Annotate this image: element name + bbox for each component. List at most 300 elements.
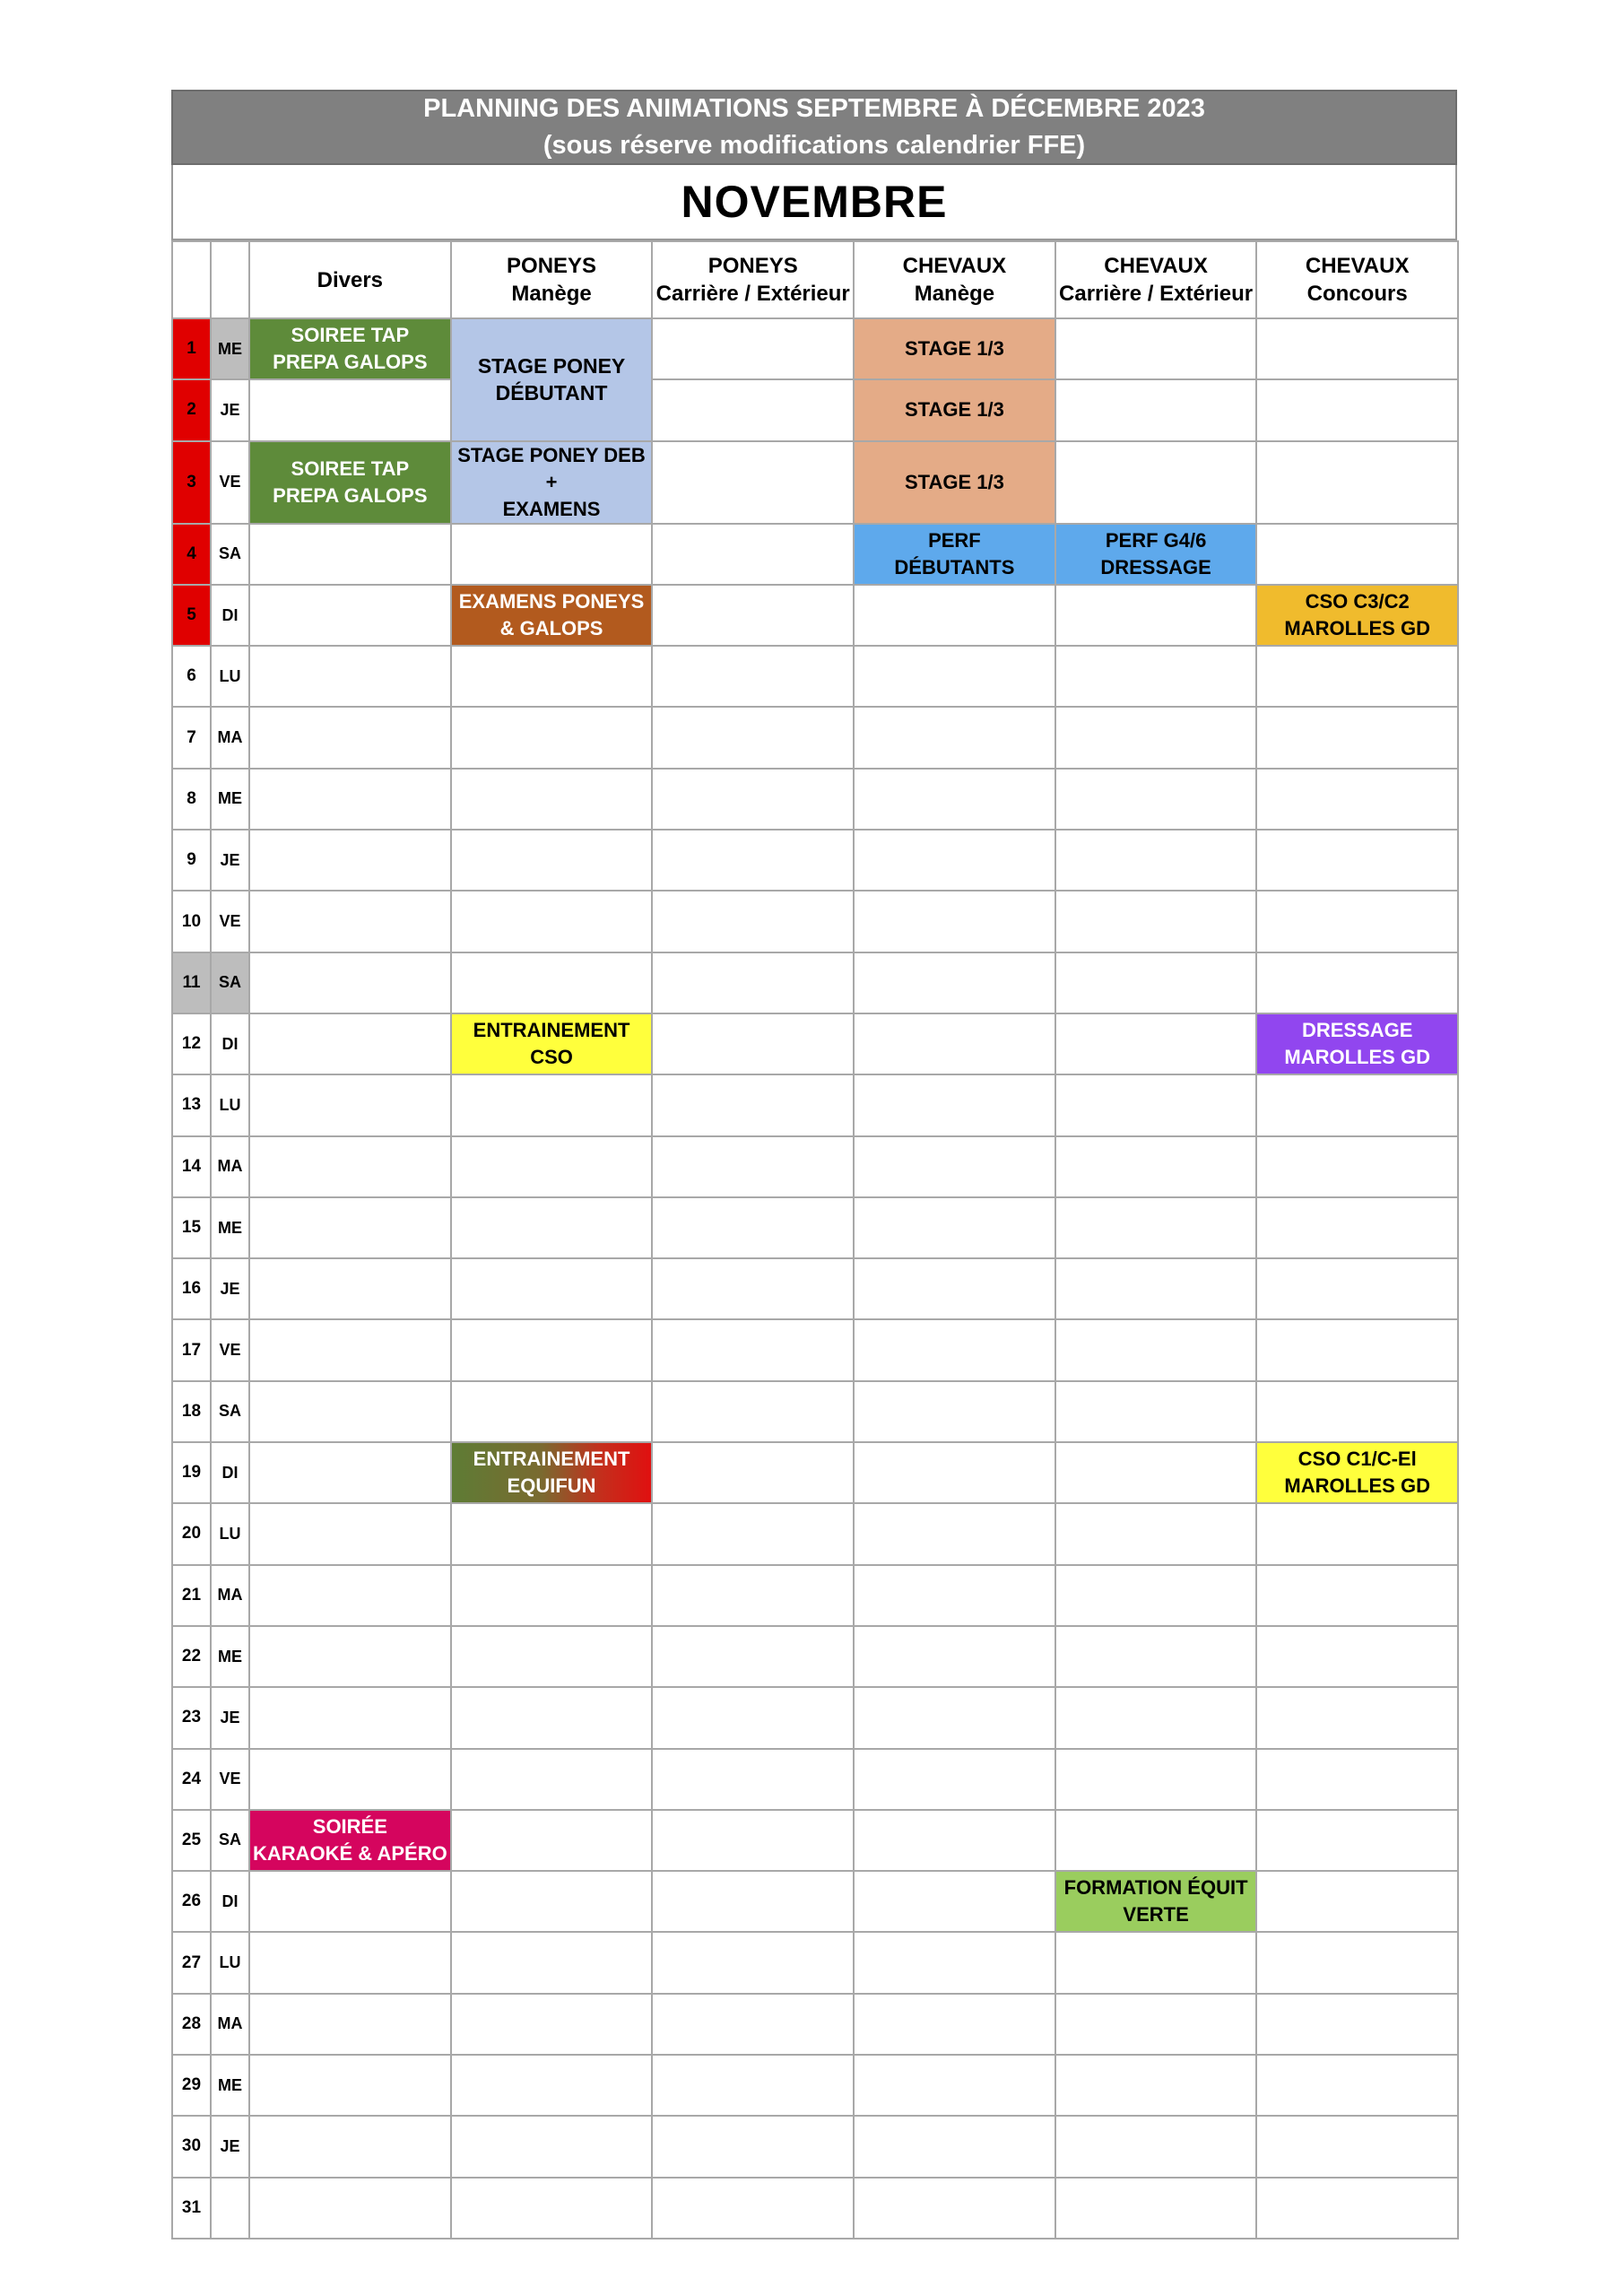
empty-cell bbox=[1055, 1810, 1257, 1871]
event-text-line: CSO C1/C-El bbox=[1298, 1448, 1417, 1471]
empty-cell bbox=[1055, 1749, 1257, 1810]
empty-cell bbox=[652, 318, 854, 379]
empty-cell bbox=[854, 2116, 1055, 2177]
empty-cell bbox=[1256, 524, 1458, 585]
empty-cell bbox=[854, 1013, 1055, 1074]
column-header-line2: Manège bbox=[511, 282, 592, 306]
column-header bbox=[652, 241, 854, 318]
empty-cell bbox=[1055, 1197, 1257, 1258]
event-cell bbox=[249, 1810, 451, 1871]
day-number: 4 bbox=[172, 524, 211, 585]
empty-cell bbox=[854, 891, 1055, 952]
day-of-week: VE bbox=[211, 1319, 249, 1380]
empty-cell bbox=[451, 1197, 653, 1258]
empty-cell bbox=[854, 1197, 1055, 1258]
column-header-line1: Divers bbox=[317, 267, 384, 292]
empty-cell bbox=[1055, 318, 1257, 379]
empty-cell bbox=[1055, 830, 1257, 891]
empty-cell bbox=[1055, 646, 1257, 707]
event-text-line: STAGE PONEY bbox=[477, 354, 626, 378]
day-of-week: DI bbox=[211, 1013, 249, 1074]
empty-cell bbox=[249, 769, 451, 830]
empty-cell bbox=[1256, 318, 1458, 379]
event-text-line: DÉBUTANTS bbox=[894, 555, 1015, 578]
empty-cell bbox=[1256, 646, 1458, 707]
day-row bbox=[172, 1136, 1458, 1197]
event-cell bbox=[451, 441, 653, 524]
empty-cell bbox=[1256, 1687, 1458, 1748]
empty-cell bbox=[249, 830, 451, 891]
empty-cell bbox=[1256, 1074, 1458, 1135]
empty-cell bbox=[1256, 1503, 1458, 1564]
day-of-week: ME bbox=[211, 2055, 249, 2116]
empty-cell bbox=[854, 769, 1055, 830]
empty-cell bbox=[854, 707, 1055, 768]
day-number: 15 bbox=[172, 1197, 211, 1258]
day-row bbox=[172, 524, 1458, 585]
day-row bbox=[172, 891, 1458, 952]
day-number: 9 bbox=[172, 830, 211, 891]
empty-cell bbox=[249, 952, 451, 1013]
empty-cell bbox=[652, 1381, 854, 1442]
day-number: 1 bbox=[172, 318, 211, 379]
column-header-line2: Manège bbox=[914, 282, 995, 306]
empty-cell bbox=[854, 1749, 1055, 1810]
day-of-week: MA bbox=[211, 1136, 249, 1197]
event-text-line: SOIRÉE bbox=[312, 1814, 387, 1838]
empty-cell bbox=[1055, 441, 1257, 524]
empty-cell bbox=[1256, 1197, 1458, 1258]
empty-cell bbox=[652, 2055, 854, 2116]
day-number: 25 bbox=[172, 1810, 211, 1871]
event-cell bbox=[451, 585, 653, 646]
empty-cell bbox=[451, 524, 653, 585]
day-row bbox=[172, 585, 1458, 646]
day-number: 11 bbox=[172, 952, 211, 1013]
empty-cell bbox=[1055, 2178, 1257, 2239]
day-row bbox=[172, 646, 1458, 707]
day-of-week: LU bbox=[211, 1932, 249, 1993]
empty-cell bbox=[1055, 1687, 1257, 1748]
empty-cell bbox=[854, 1258, 1055, 1319]
empty-cell bbox=[1055, 1136, 1257, 1197]
event-text-line: FORMATION ÉQUIT bbox=[1063, 1876, 1248, 1900]
day-of-week: SA bbox=[211, 1381, 249, 1442]
empty-cell bbox=[652, 1932, 854, 1993]
empty-cell bbox=[249, 646, 451, 707]
empty-cell bbox=[249, 1319, 451, 1380]
event-text-line: EXAMENS PONEYS bbox=[458, 590, 645, 613]
empty-cell bbox=[1055, 379, 1257, 440]
empty-cell bbox=[451, 952, 653, 1013]
empty-cell bbox=[1055, 769, 1257, 830]
empty-cell bbox=[451, 2055, 653, 2116]
empty-cell bbox=[1256, 441, 1458, 524]
day-of-week: SA bbox=[211, 1810, 249, 1871]
column-header bbox=[451, 241, 653, 318]
day-row bbox=[172, 1810, 1458, 1871]
month-title: NOVEMBRE bbox=[171, 165, 1457, 240]
empty-cell bbox=[1055, 1319, 1257, 1380]
event-text-line: EXAMENS bbox=[502, 497, 601, 520]
empty-cell bbox=[652, 1994, 854, 2055]
empty-cell bbox=[652, 1136, 854, 1197]
empty-cell bbox=[652, 379, 854, 440]
empty-cell bbox=[1055, 1626, 1257, 1687]
day-row bbox=[172, 952, 1458, 1013]
day-of-week: LU bbox=[211, 1503, 249, 1564]
empty-cell bbox=[652, 1810, 854, 1871]
empty-cell bbox=[1256, 707, 1458, 768]
empty-cell bbox=[1256, 830, 1458, 891]
empty-cell bbox=[652, 1503, 854, 1564]
empty-cell bbox=[652, 769, 854, 830]
event-text-line: STAGE 1/3 bbox=[904, 398, 1004, 422]
day-row bbox=[172, 1749, 1458, 1810]
day-number: 3 bbox=[172, 441, 211, 524]
empty-cell bbox=[854, 830, 1055, 891]
day-of-week: LU bbox=[211, 646, 249, 707]
empty-cell bbox=[249, 1503, 451, 1564]
empty-cell bbox=[652, 1319, 854, 1380]
empty-cell bbox=[249, 891, 451, 952]
empty-cell bbox=[1256, 1932, 1458, 1993]
column-header-line2: Carrière / Extérieur bbox=[655, 282, 850, 306]
empty-cell bbox=[854, 1687, 1055, 1748]
event-text-line: MAROLLES GD bbox=[1284, 1474, 1430, 1498]
planning-sheet bbox=[171, 90, 1457, 2239]
empty-cell bbox=[451, 1258, 653, 1319]
empty-cell bbox=[451, 1319, 653, 1380]
day-row bbox=[172, 441, 1458, 524]
day-number: 22 bbox=[172, 1626, 211, 1687]
empty-cell bbox=[451, 2116, 653, 2177]
event-text-line: PERF bbox=[928, 528, 981, 552]
empty-cell bbox=[652, 1074, 854, 1135]
empty-cell bbox=[1055, 2116, 1257, 2177]
day-number: 18 bbox=[172, 1381, 211, 1442]
empty-cell bbox=[652, 585, 854, 646]
column-header bbox=[1055, 241, 1257, 318]
empty-cell bbox=[451, 1749, 653, 1810]
empty-cell bbox=[249, 1565, 451, 1626]
empty-cell bbox=[854, 1074, 1055, 1135]
empty-cell bbox=[451, 1565, 653, 1626]
empty-cell bbox=[1055, 1442, 1257, 1503]
empty-cell bbox=[652, 1687, 854, 1748]
empty-cell bbox=[652, 891, 854, 952]
empty-cell bbox=[1256, 1810, 1458, 1871]
empty-cell bbox=[249, 585, 451, 646]
empty-cell bbox=[249, 1074, 451, 1135]
column-header bbox=[854, 241, 1055, 318]
empty-cell bbox=[854, 2055, 1055, 2116]
column-header bbox=[249, 241, 451, 318]
day-row bbox=[172, 2178, 1458, 2239]
empty-cell bbox=[1055, 1258, 1257, 1319]
event-text-line: DRESSAGE bbox=[1301, 1019, 1413, 1042]
event-text-line: STAGE 1/3 bbox=[904, 470, 1004, 493]
empty-cell bbox=[1256, 2055, 1458, 2116]
event-cell bbox=[1256, 1442, 1458, 1503]
empty-cell bbox=[854, 1381, 1055, 1442]
empty-cell bbox=[1055, 952, 1257, 1013]
event-cell bbox=[1256, 1013, 1458, 1074]
empty-cell bbox=[854, 1319, 1055, 1380]
empty-cell bbox=[652, 1871, 854, 1932]
empty-cell bbox=[652, 441, 854, 524]
empty-cell bbox=[249, 1381, 451, 1442]
event-cell bbox=[1055, 1871, 1257, 1932]
calendar-table bbox=[171, 240, 1459, 2239]
empty-cell bbox=[249, 1932, 451, 1993]
day-row bbox=[172, 1565, 1458, 1626]
empty-cell bbox=[1055, 1381, 1257, 1442]
event-cell bbox=[854, 379, 1055, 440]
event-text-line: & GALOPS bbox=[499, 617, 603, 640]
day-row bbox=[172, 1381, 1458, 1442]
day-number: 23 bbox=[172, 1687, 211, 1748]
empty-cell bbox=[1256, 1136, 1458, 1197]
day-row bbox=[172, 2116, 1458, 2177]
empty-cell bbox=[854, 1626, 1055, 1687]
column-header-line1: CHEVAUX bbox=[1305, 254, 1410, 278]
empty-cell bbox=[1055, 2055, 1257, 2116]
day-row bbox=[172, 1197, 1458, 1258]
empty-cell bbox=[1055, 1994, 1257, 2055]
day-of-week: JE bbox=[211, 379, 249, 440]
empty-cell bbox=[854, 585, 1055, 646]
event-text-line: STAGE PONEY DEB + bbox=[457, 443, 646, 493]
empty-cell bbox=[451, 1074, 653, 1135]
empty-cell bbox=[451, 1810, 653, 1871]
day-number: 21 bbox=[172, 1565, 211, 1626]
empty-cell bbox=[854, 1810, 1055, 1871]
empty-cell bbox=[652, 1013, 854, 1074]
event-text-line: SOIREE TAP bbox=[291, 324, 410, 347]
event-cell bbox=[854, 318, 1055, 379]
day-number: 26 bbox=[172, 1871, 211, 1932]
day-number: 31 bbox=[172, 2178, 211, 2239]
day-number: 5 bbox=[172, 585, 211, 646]
empty-cell bbox=[1256, 1258, 1458, 1319]
event-cell bbox=[249, 441, 451, 524]
day-of-week: JE bbox=[211, 830, 249, 891]
empty-cell bbox=[854, 1503, 1055, 1564]
day-of-week: VE bbox=[211, 1749, 249, 1810]
empty-cell bbox=[451, 1626, 653, 1687]
empty-cell bbox=[249, 1197, 451, 1258]
day-row bbox=[172, 707, 1458, 768]
day-number: 10 bbox=[172, 891, 211, 952]
empty-cell bbox=[854, 646, 1055, 707]
empty-cell bbox=[451, 1687, 653, 1748]
empty-cell bbox=[249, 1749, 451, 1810]
empty-cell bbox=[249, 524, 451, 585]
empty-cell bbox=[854, 1932, 1055, 1993]
empty-cell bbox=[451, 1381, 653, 1442]
empty-cell bbox=[1055, 1074, 1257, 1135]
event-text-line: PREPA GALOPS bbox=[273, 483, 428, 507]
event-text-line: CSO bbox=[530, 1046, 573, 1069]
event-text-line: ENTRAINEMENT bbox=[473, 1448, 630, 1471]
day-of-week: JE bbox=[211, 1687, 249, 1748]
day-number: 6 bbox=[172, 646, 211, 707]
empty-cell bbox=[1055, 707, 1257, 768]
day-number: 24 bbox=[172, 1749, 211, 1810]
event-text-line: VERTE bbox=[1123, 1903, 1189, 1926]
empty-cell bbox=[854, 1136, 1055, 1197]
column-header-line1: PONEYS bbox=[707, 254, 798, 278]
empty-cell bbox=[652, 1749, 854, 1810]
day-of-week: DI bbox=[211, 585, 249, 646]
event-cell bbox=[1055, 524, 1257, 585]
event-text-line: PERF G4/6 bbox=[1105, 528, 1207, 552]
event-cell bbox=[451, 318, 653, 441]
day-row bbox=[172, 1442, 1458, 1503]
header-empty-num bbox=[172, 241, 211, 318]
day-of-week: SA bbox=[211, 524, 249, 585]
empty-cell bbox=[1256, 1994, 1458, 2055]
empty-cell bbox=[451, 2178, 653, 2239]
empty-cell bbox=[652, 1565, 854, 1626]
event-text-line: SOIREE TAP bbox=[291, 457, 410, 480]
event-cell bbox=[451, 1442, 653, 1503]
empty-cell bbox=[1055, 1013, 1257, 1074]
empty-cell bbox=[1055, 1503, 1257, 1564]
empty-cell bbox=[451, 1871, 653, 1932]
empty-cell bbox=[652, 1258, 854, 1319]
empty-cell bbox=[1055, 1932, 1257, 1993]
title-line-1: PLANNING DES ANIMATIONS SEPTEMBRE À DÉCEMBRE 2023 bbox=[423, 94, 1205, 123]
day-number: 13 bbox=[172, 1074, 211, 1135]
day-number: 2 bbox=[172, 379, 211, 440]
day-row bbox=[172, 2055, 1458, 2116]
event-cell bbox=[249, 318, 451, 379]
day-of-week: VE bbox=[211, 441, 249, 524]
day-number: 27 bbox=[172, 1932, 211, 1993]
day-number: 7 bbox=[172, 707, 211, 768]
empty-cell bbox=[1256, 952, 1458, 1013]
empty-cell bbox=[652, 2178, 854, 2239]
day-of-week: MA bbox=[211, 1994, 249, 2055]
day-number: 30 bbox=[172, 2116, 211, 2177]
empty-cell bbox=[854, 1871, 1055, 1932]
empty-cell bbox=[1256, 2116, 1458, 2177]
column-header bbox=[1256, 241, 1458, 318]
empty-cell bbox=[249, 2055, 451, 2116]
empty-cell bbox=[1256, 2178, 1458, 2239]
day-number: 19 bbox=[172, 1442, 211, 1503]
empty-cell bbox=[451, 646, 653, 707]
day-number: 14 bbox=[172, 1136, 211, 1197]
empty-cell bbox=[249, 707, 451, 768]
event-text-line: CSO C3/C2 bbox=[1305, 590, 1410, 613]
empty-cell bbox=[1256, 769, 1458, 830]
empty-cell bbox=[1256, 891, 1458, 952]
empty-cell bbox=[652, 2116, 854, 2177]
day-row bbox=[172, 1871, 1458, 1932]
day-of-week: VE bbox=[211, 891, 249, 952]
empty-cell bbox=[451, 1932, 653, 1993]
empty-cell bbox=[249, 1258, 451, 1319]
empty-cell bbox=[451, 707, 653, 768]
empty-cell bbox=[249, 2116, 451, 2177]
day-number: 16 bbox=[172, 1258, 211, 1319]
empty-cell bbox=[1256, 1626, 1458, 1687]
empty-cell bbox=[249, 379, 451, 440]
empty-cell bbox=[249, 1442, 451, 1503]
title-banner bbox=[171, 90, 1457, 165]
header-row bbox=[172, 241, 1458, 318]
day-number: 8 bbox=[172, 769, 211, 830]
empty-cell bbox=[854, 1994, 1055, 2055]
empty-cell bbox=[1256, 1565, 1458, 1626]
empty-cell bbox=[249, 1013, 451, 1074]
event-text-line: PREPA GALOPS bbox=[273, 351, 428, 374]
day-of-week: JE bbox=[211, 2116, 249, 2177]
event-text-line: MAROLLES GD bbox=[1284, 1046, 1430, 1069]
day-row bbox=[172, 318, 1458, 379]
event-text-line: STAGE 1/3 bbox=[904, 337, 1004, 361]
empty-cell bbox=[451, 830, 653, 891]
empty-cell bbox=[652, 830, 854, 891]
empty-cell bbox=[249, 1871, 451, 1932]
empty-cell bbox=[451, 891, 653, 952]
day-row bbox=[172, 1319, 1458, 1380]
day-of-week: MA bbox=[211, 1565, 249, 1626]
empty-cell bbox=[1256, 1749, 1458, 1810]
column-header-line2: Concours bbox=[1306, 282, 1408, 306]
day-of-week: LU bbox=[211, 1074, 249, 1135]
day-row bbox=[172, 379, 1458, 440]
day-row bbox=[172, 1626, 1458, 1687]
empty-cell bbox=[1256, 1871, 1458, 1932]
empty-cell bbox=[652, 1442, 854, 1503]
day-row bbox=[172, 1994, 1458, 2055]
day-of-week: ME bbox=[211, 318, 249, 379]
day-number: 29 bbox=[172, 2055, 211, 2116]
event-cell bbox=[854, 524, 1055, 585]
empty-cell bbox=[652, 1197, 854, 1258]
header-empty-dow bbox=[211, 241, 249, 318]
day-row bbox=[172, 769, 1458, 830]
empty-cell bbox=[1055, 891, 1257, 952]
column-header-line1: PONEYS bbox=[507, 254, 597, 278]
event-cell bbox=[854, 441, 1055, 524]
empty-cell bbox=[652, 707, 854, 768]
day-row bbox=[172, 1503, 1458, 1564]
empty-cell bbox=[854, 952, 1055, 1013]
empty-cell bbox=[451, 1994, 653, 2055]
empty-cell bbox=[451, 1136, 653, 1197]
day-number: 28 bbox=[172, 1994, 211, 2055]
empty-cell bbox=[451, 1503, 653, 1564]
event-text-line: DRESSAGE bbox=[1100, 555, 1211, 578]
day-of-week: ME bbox=[211, 769, 249, 830]
day-of-week: ME bbox=[211, 1626, 249, 1687]
empty-cell bbox=[652, 524, 854, 585]
event-text-line: ENTRAINEMENT bbox=[473, 1019, 630, 1042]
empty-cell bbox=[854, 1442, 1055, 1503]
event-cell bbox=[1256, 585, 1458, 646]
empty-cell bbox=[854, 1565, 1055, 1626]
day-row bbox=[172, 1932, 1458, 1993]
event-text-line: DÉBUTANT bbox=[495, 381, 608, 405]
day-number: 12 bbox=[172, 1013, 211, 1074]
empty-cell bbox=[249, 1626, 451, 1687]
day-row bbox=[172, 1258, 1458, 1319]
